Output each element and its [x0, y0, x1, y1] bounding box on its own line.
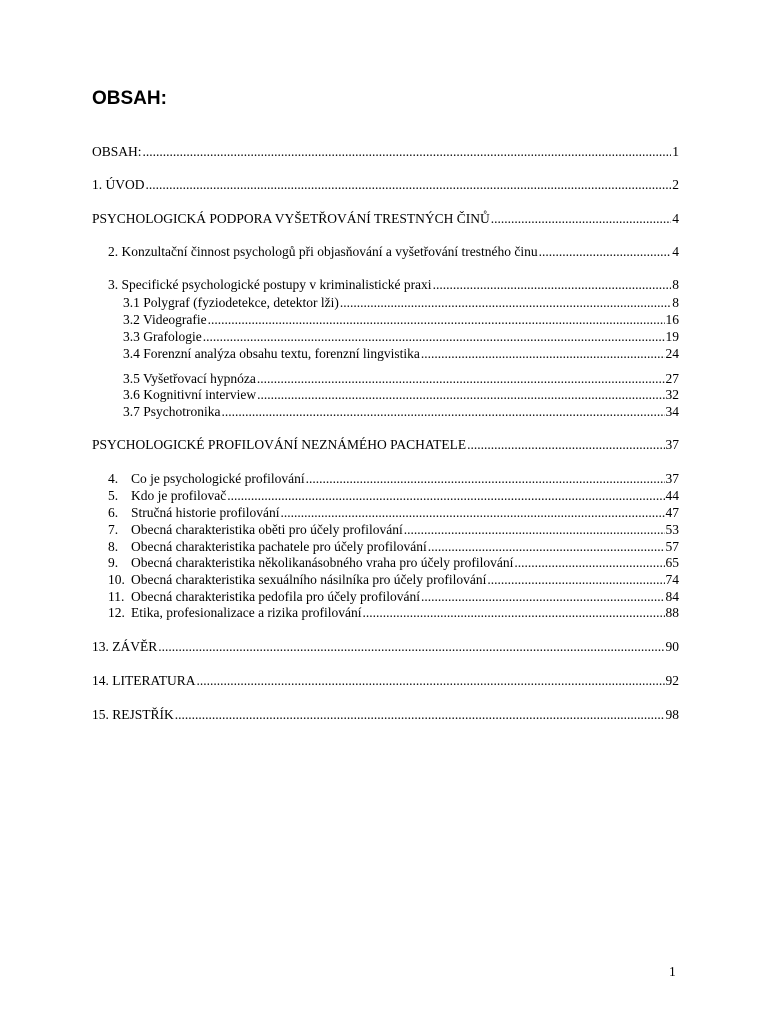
dot-leader	[257, 370, 665, 387]
toc-entry-page: 53	[665, 522, 679, 537]
toc-entry-page: 4	[672, 211, 679, 226]
dot-leader	[491, 210, 671, 227]
dot-leader	[222, 403, 665, 420]
toc-entry-page: 8	[672, 295, 679, 310]
toc-entry-page: 44	[665, 488, 679, 503]
dot-leader	[203, 328, 665, 345]
dot-leader	[340, 294, 671, 311]
toc-entry-vysetrovaci-hypnoza[interactable]	[123, 370, 679, 387]
toc-entry-psychotronika[interactable]	[123, 403, 679, 420]
dot-leader	[421, 588, 664, 605]
toc-entry-title: Obecná charakteristika pedofila pro účely profilování	[131, 589, 421, 604]
toc-entry-konzultacni-cinnost[interactable]	[108, 243, 679, 260]
toc-entry-co-je-profilovani[interactable]	[108, 470, 679, 487]
toc-entry-page: 84	[665, 589, 679, 604]
toc-entry-charakteristika-pedofila[interactable]	[108, 588, 679, 605]
toc-entry-number: 11.	[108, 589, 125, 604]
toc-entry-title: 13. ZÁVĚR	[92, 639, 158, 654]
toc-entry-page: 37	[665, 437, 679, 452]
toc-entry-number: 12.	[108, 605, 125, 620]
toc-entry-title: 3.1 Polygraf (fyziodetekce, detektor lži)	[123, 295, 339, 310]
page-number: 1	[669, 964, 676, 979]
toc-entry-etika[interactable]	[108, 604, 679, 621]
toc-entry-title: 1. ÚVOD	[92, 177, 145, 192]
dot-leader	[158, 638, 664, 655]
toc-entry-uvod[interactable]	[92, 176, 679, 193]
toc-entry-polygraf[interactable]	[123, 294, 679, 311]
toc-entry-title: Obecná charakteristika pachatele pro účely profilování	[131, 539, 427, 554]
dot-leader	[404, 521, 665, 538]
toc-entry-title: 3.4 Forenzní analýza obsahu textu, forenzní lingvistika	[123, 346, 420, 361]
toc-entry-charakteristika-vraha[interactable]	[108, 554, 679, 571]
dot-leader	[197, 672, 665, 689]
dot-leader	[514, 554, 664, 571]
toc-entry-title: 3.2 Videografie	[123, 312, 207, 327]
toc-entry-specificke-postupy[interactable]	[108, 276, 679, 293]
toc-entry-page: 34	[665, 404, 679, 419]
toc-entry-title: 14. LITERATURA	[92, 673, 196, 688]
toc-entry-title: Kdo je profilovač	[131, 488, 227, 503]
toc-entry-title: 2. Konzultační činnost psychologů při objasňování a vyšetřování trestného činu	[108, 244, 538, 259]
toc-entry-charakteristika-pachatele[interactable]	[108, 538, 679, 555]
toc-entry-kognitivni-interview[interactable]	[123, 386, 679, 403]
toc-entry-number: 7.	[108, 522, 119, 537]
toc-entry-literatura[interactable]	[92, 672, 679, 689]
toc-entry-psychologicka-podpora[interactable]	[92, 210, 679, 227]
toc-entry-title: Co je psychologické profilování	[131, 471, 305, 486]
toc-entry-title: Obecná charakteristika několikanásobného vraha pro účely profilování	[131, 555, 514, 570]
toc-entry-title: PSYCHOLOGICKÁ PODPORA VYŠETŘOVÁNÍ TRESTNÝCH ČINŮ	[92, 211, 490, 226]
toc-entry-page: 2	[672, 177, 679, 192]
toc-entry-title: 3.7 Psychotronika	[123, 404, 221, 419]
dot-leader	[280, 504, 664, 521]
toc-entry-title: 3.6 Kognitivní interview	[123, 387, 257, 402]
toc-entry-videografie[interactable]	[123, 311, 679, 328]
toc-entry-charakteristika-nasilnika[interactable]	[108, 571, 679, 588]
toc-entry-number: 5.	[108, 488, 119, 503]
toc-entry-page: 57	[665, 539, 679, 554]
toc-entry-title: Obecná charakteristika sexuálního násilníka pro účely profilování	[131, 572, 487, 587]
dot-leader	[257, 386, 664, 403]
dot-leader	[467, 436, 664, 453]
toc-entry-title: 15. REJSTŘÍK	[92, 707, 174, 722]
toc-entry-number: 8.	[108, 539, 119, 554]
toc-entry-zaver[interactable]	[92, 638, 679, 655]
toc-entry-page: 32	[665, 387, 679, 402]
toc-entry-rejstrik[interactable]	[92, 706, 679, 723]
toc-entry-page: 90	[665, 639, 679, 654]
toc-entry-page: 4	[672, 244, 679, 259]
toc-entry-title: PSYCHOLOGICKÉ PROFILOVÁNÍ NEZNÁMÉHO PACHATELE	[92, 437, 467, 452]
toc-entry-forenzni-analyza[interactable]	[123, 345, 679, 362]
dot-leader	[227, 487, 664, 504]
dot-leader	[208, 311, 665, 328]
toc-entry-title: Etika, profesionalizace a rizika profilování	[131, 605, 362, 620]
dot-leader	[143, 143, 672, 160]
toc-entry-strucna-historie[interactable]	[108, 504, 679, 521]
toc-entry-number: 9.	[108, 555, 119, 570]
toc-entry-page: 92	[665, 673, 679, 688]
toc-entry-number: 6.	[108, 505, 119, 520]
toc-entry-page: 37	[665, 471, 679, 486]
toc-entry-title: 3.5 Vyšetřovací hypnóza	[123, 371, 256, 386]
dot-leader	[421, 345, 665, 362]
toc-entry-title: OBSAH:	[92, 144, 142, 159]
toc-entry-obsah[interactable]	[92, 143, 679, 160]
toc-entry-number: 10.	[108, 572, 125, 587]
toc-entry-page: 47	[665, 505, 679, 520]
toc-entry-kdo-je-profilovac[interactable]	[108, 487, 679, 504]
toc-entry-page: 74	[665, 572, 679, 587]
document-heading: OBSAH:	[92, 88, 167, 109]
dot-leader	[487, 571, 664, 588]
dot-leader	[363, 604, 665, 621]
dot-leader	[433, 276, 672, 293]
toc-entry-page: 19	[665, 329, 679, 344]
toc-entry-page: 88	[665, 605, 679, 620]
dot-leader	[175, 706, 665, 723]
dot-leader	[306, 470, 665, 487]
toc-entry-profilovani-pachatele[interactable]	[92, 436, 679, 453]
toc-entry-grafologie[interactable]	[123, 328, 679, 345]
toc-entry-page: 98	[665, 707, 679, 722]
toc-entry-title: 3. Specifické psychologické postupy v kriminalistické praxi	[108, 277, 432, 292]
toc-entry-title: 3.3 Grafologie	[123, 329, 202, 344]
toc-entry-page: 24	[665, 346, 679, 361]
toc-entry-page: 16	[665, 312, 679, 327]
toc-entry-number: 4.	[108, 471, 119, 486]
dot-leader	[539, 243, 672, 260]
toc-entry-page: 27	[665, 371, 679, 386]
dot-leader	[428, 538, 665, 555]
toc-entry-title: Stručná historie profilování	[131, 505, 280, 520]
toc-entry-charakteristika-obeti[interactable]	[108, 521, 679, 538]
dot-leader	[146, 176, 672, 193]
toc-entry-page: 8	[672, 277, 679, 292]
toc-entry-page: 65	[665, 555, 679, 570]
toc-entry-page: 1	[672, 144, 679, 159]
toc-entry-title: Obecná charakteristika oběti pro účely profilování	[131, 522, 403, 537]
